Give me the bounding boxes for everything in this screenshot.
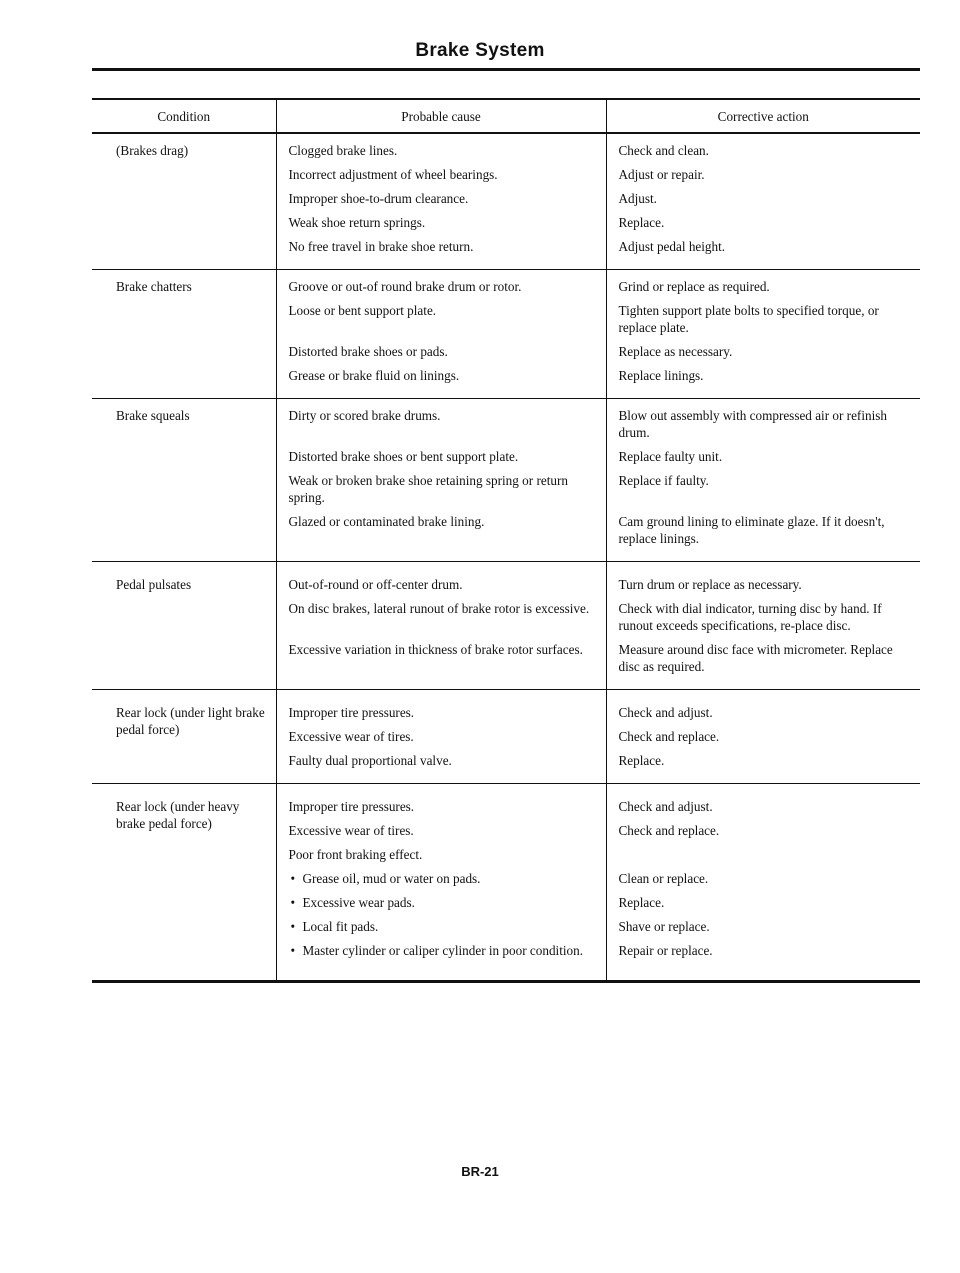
cause-text: Weak shoe return springs. [288,215,426,230]
condition-text: (Brakes drag) [116,143,189,158]
action-text: Replace if faulty. [618,473,709,488]
cause-text: Excessive wear of tires. [288,729,414,744]
cause-text: Poor front braking effect. [288,847,423,862]
cause-text: Groove or out-of round brake drum or rotor. [288,279,522,294]
action-text: Check and replace. [618,823,720,838]
action-text: Check with dial indicator, turning disc by hand. If runout exceeds specifications, re-place disc. [618,601,882,633]
action-text: Replace. [618,895,665,910]
action-cell [606,133,920,270]
bullet-item: • Excessive wear pads. [289,894,598,911]
cause-text: Clogged brake lines. [288,143,398,158]
page-number: BR-21 [461,1164,499,1179]
cause-cell [276,562,606,690]
cause-text: Grease or brake fluid on linings. [288,368,460,383]
action-text: Check and adjust. [618,799,713,814]
action-text: Adjust pedal height. [618,239,726,254]
table-row [92,270,920,399]
condition-text: Brake squeals [116,408,190,423]
condition-cell [92,133,276,270]
action-text: Cam ground lining to eliminate glaze. If it doesn't, replace linings. [618,514,885,546]
action-cell [606,270,920,399]
page-title: Brake System [415,40,545,61]
cause-text: Faulty dual proportional valve. [288,753,452,768]
diagnosis-table [92,98,920,983]
bullet-item: • Local fit pads. [289,918,598,935]
action-text: Repair or replace. [618,943,713,958]
condition-text: Rear lock (under heavy brake pedal force) [116,799,240,831]
action-text: Grind or replace as required. [618,279,770,294]
cause-text: Improper shoe-to-drum clearance. [288,191,469,206]
action-text: Shave or replace. [618,919,710,934]
cause-text: Dirty or scored brake drums. [288,408,441,423]
action-text: Check and clean. [618,143,709,158]
action-spacer [619,846,913,863]
cause-text: Incorrect adjustment of wheel bearings. [288,167,498,182]
action-text: Replace. [618,753,665,768]
cause-text: Excessive variation in thickness of brake rotor surfaces. [288,642,583,657]
action-text: Adjust or repair. [618,167,705,182]
action-cell [606,690,920,784]
cause-text: On disc brakes, lateral runout of brake rotor is excessive. [288,601,590,616]
cause-text: Improper tire pressures. [288,705,415,720]
cause-cell [276,270,606,399]
condition-text: Rear lock (under light brake pedal force) [116,705,265,737]
cause-text: Loose or bent support plate. [288,303,437,318]
action-text: Replace. [618,215,665,230]
action-text: Check and adjust. [618,705,713,720]
action-text: Turn drum or replace as necessary. [618,577,802,592]
action-cell [606,784,920,982]
action-cell [606,399,920,562]
table-row [92,690,920,784]
column-header-condition: Condition [157,109,211,124]
action-text: Replace faulty unit. [618,449,723,464]
action-text: Clean or replace. [618,871,709,886]
header-rule [92,68,920,71]
column-header-probable-cause: Probable cause [276,99,606,133]
condition-cell [92,690,276,784]
cause-cell [276,133,606,270]
cause-text: Weak or broken brake shoe retaining spring or return spring. [288,473,568,505]
diagnosis-table-container [92,98,920,983]
action-text: Tighten support plate bolts to specified torque, or replace plate. [618,303,879,335]
cause-text: No free travel in brake shoe return. [288,239,474,254]
column-header-corrective-action: Corrective action [606,99,920,133]
cause-text: Distorted brake shoes or pads. [288,344,448,359]
condition-cell [92,270,276,399]
cause-cell [276,690,606,784]
condition-cell [92,784,276,982]
cause-text: Improper tire pressures. [288,799,415,814]
cause-text: Distorted brake shoes or bent support plate. [288,449,519,464]
cause-cell [276,784,606,982]
condition-text: Pedal pulsates [116,577,192,592]
cause-text: Out-of-round or off-center drum. [288,577,463,592]
table-row [92,562,920,690]
action-text: Blow out assembly with compressed air or refinish drum. [618,408,887,440]
table-row [92,399,920,562]
condition-cell [92,562,276,690]
table-header-row [92,99,920,133]
condition-cell [92,399,276,562]
cause-text: Excessive wear of tires. [288,823,414,838]
action-text: Replace linings. [618,368,704,383]
cause-cell [276,399,606,562]
table-row [92,133,920,270]
bullet-item: • Master cylinder or caliper cylinder in poor condition. [289,942,598,959]
cause-text: Glazed or contaminated brake lining. [288,514,485,529]
action-cell [606,562,920,690]
bullet-item: • Grease oil, mud or water on pads. [289,870,598,887]
action-text: Replace as necessary. [618,344,733,359]
action-text: Measure around disc face with micrometer. Replace disc as required. [618,642,893,674]
action-text: Adjust. [618,191,657,206]
table-row [92,784,920,982]
condition-text: Brake chatters [116,279,192,294]
action-text: Check and replace. [618,729,720,744]
